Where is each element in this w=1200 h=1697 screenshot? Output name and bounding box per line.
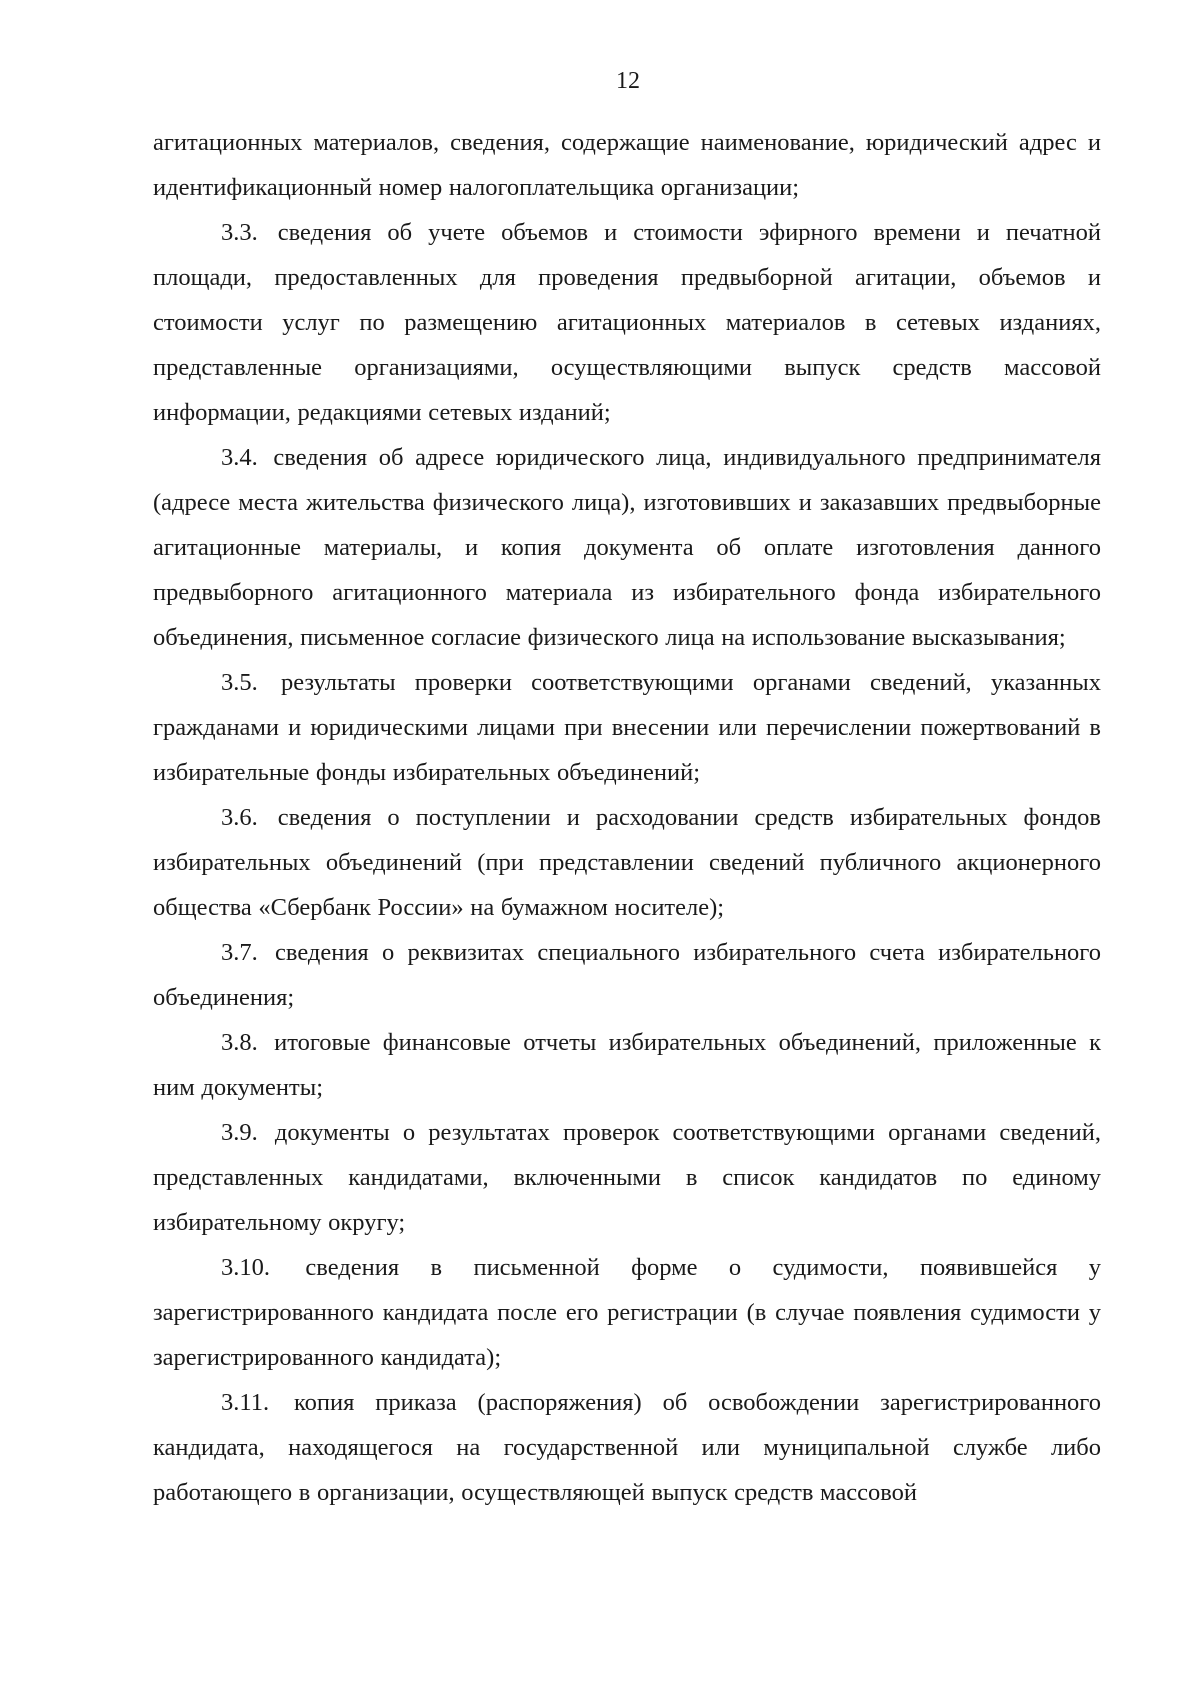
paragraph-text: документы о результатах проверок соответствующими органами сведений, представленных кандидатами, включенными в список кандидатов по единому избирательному округу; [153,1119,1102,1236]
paragraph-number: 3.7. [221,939,258,966]
paragraph-number: 3.4. [221,444,258,471]
paragraph-text: копия приказа (распоряжения) об освобождении зарегистрированного кандидата, находящегося на государственной или муниципальной службе либо работающего в организации, осуществляющей выпуск средств массовой [153,1389,1101,1506]
paragraph-number: 3.11. [221,1389,270,1416]
paragraph-3-5 [153,660,1101,795]
document-body [153,120,1101,1515]
paragraph-number: 3.6. [221,804,258,831]
paragraph-3-3 [153,210,1101,435]
paragraph-3-10 [153,1245,1101,1380]
paragraph-number: 3.9. [221,1119,258,1146]
paragraph-text: сведения об адресе юридического лица, индивидуального предпринимателя (адресе места жительства физического лица), изготовивших и заказавших предвыборные агитационные материалы, и копия документа об оплате изготовления данного предвыборного агитационного материала из избирательного фонда избирательного объединения, письменное согласие физического лица на использование высказывания; [153,444,1102,651]
paragraph-text: сведения об учете объемов и стоимости эфирного времени и печатной площади, предоставленных для проведения предвыборной агитации, объемов и стоимости услуг по размещению агитационных материалов в сетевых изданиях, представленные организациями, осуществляющими выпуск средств массовой информации, редакциями сетевых изданий; [153,219,1101,426]
paragraph-continuation [153,120,1101,210]
paragraph-text: сведения в письменной форме о судимости, появившейся у зарегистрированного кандидата после его регистрации (в случае появления судимости у зарегистрированного кандидата); [153,1254,1101,1371]
paragraph-text: результаты проверки соответствующими органами сведений, указанных гражданами и юридическими лицами при внесении или перечислении пожертвований в избирательные фонды избирательных объединений; [153,669,1101,786]
paragraph-3-9 [153,1110,1101,1245]
paragraph-3-7 [153,930,1101,1020]
paragraph-number: 3.8. [221,1029,258,1056]
paragraph-text: агитационных материалов, сведения, содержащие наименование, юридический адрес и идентификационный номер налогоплательщика организации; [153,129,1101,201]
page-number: 12 [616,68,640,94]
paragraph-text: сведения о поступлении и расходовании средств избирательных фондов избирательных объединений (при представлении сведений публичного акционерного общества «Сбербанк России» на бумажном носителе); [153,804,1101,921]
paragraph-3-6 [153,795,1101,930]
paragraph-text: сведения о реквизитах специального избирательного счета избирательного объединения; [153,939,1101,1011]
paragraph-number: 3.10. [221,1254,270,1281]
paragraph-3-8 [153,1020,1101,1110]
paragraph-3-11 [153,1380,1101,1515]
paragraph-number: 3.3. [221,219,258,246]
paragraph-3-4 [153,435,1101,660]
paragraph-text: итоговые финансовые отчеты избирательных объединений, приложенные к ним документы; [153,1029,1101,1101]
paragraph-number: 3.5. [221,669,258,696]
